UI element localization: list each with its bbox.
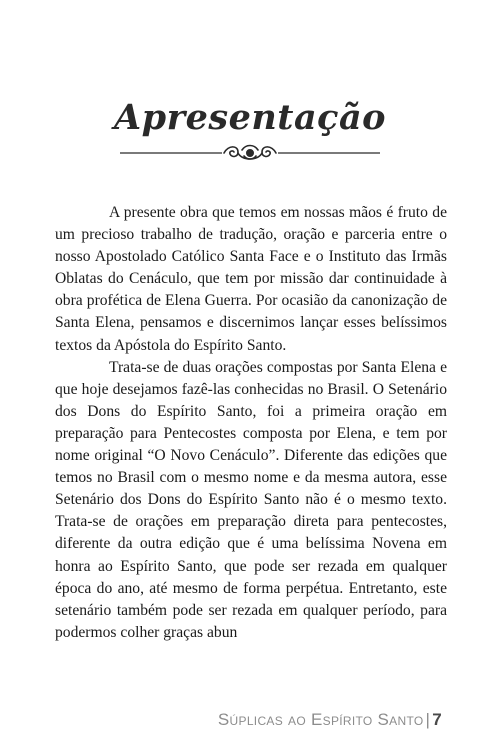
page-number: 7 [432,710,442,729]
footer-separator: | [425,710,431,729]
running-footer [218,710,442,730]
page-title: Apresentação [114,97,386,138]
paragraph: A presente obra que temos em nossas mãos é fruto de um precioso trabalho de tradução, oração e parceria entre o nosso Apostolado Católico Santa Face e o Instituto das Irmãs Oblatas do Cenáculo, que tem por missão dar continuidade à obra profética de Elena Guerra. Por ocasião da canonização de Santa Elena, pensamos e discernimos lançar esses belíssimos textos da Apóstola do Espírito Santo. [55,204,447,354]
scroll-ornament-icon [120,141,380,165]
body-text [55,202,447,644]
book-title: Súplicas ao Espírito Santo [217,710,424,729]
paragraph: Trata-se de duas orações compostas por Santa Elena e que hoje desejamos fazê-las conhecidas no Brasil. O Setenário dos Dons do Espírito Santo, foi a primeira oração em preparação para Pentecostes composta por Elena, e tem por nome original “O Novo Cenáculo”. Diferente das edições que temos no Brasil com o mesmo nome e da mesma autora, esse Setenário dos Dons do Espírito Santo não é o mesmo texto. Trata-se de orações em preparação direta para pentecostes, diferente da outra edição que é uma belíssima Novena em honra ao Espírito Santo, que pode ser rezada em qualquer época do ano, até mesmo de forma perpétua. Entretanto, este setenário também pode ser rezada em qualquer período, para podermos colher graças abun [55,358,447,641]
